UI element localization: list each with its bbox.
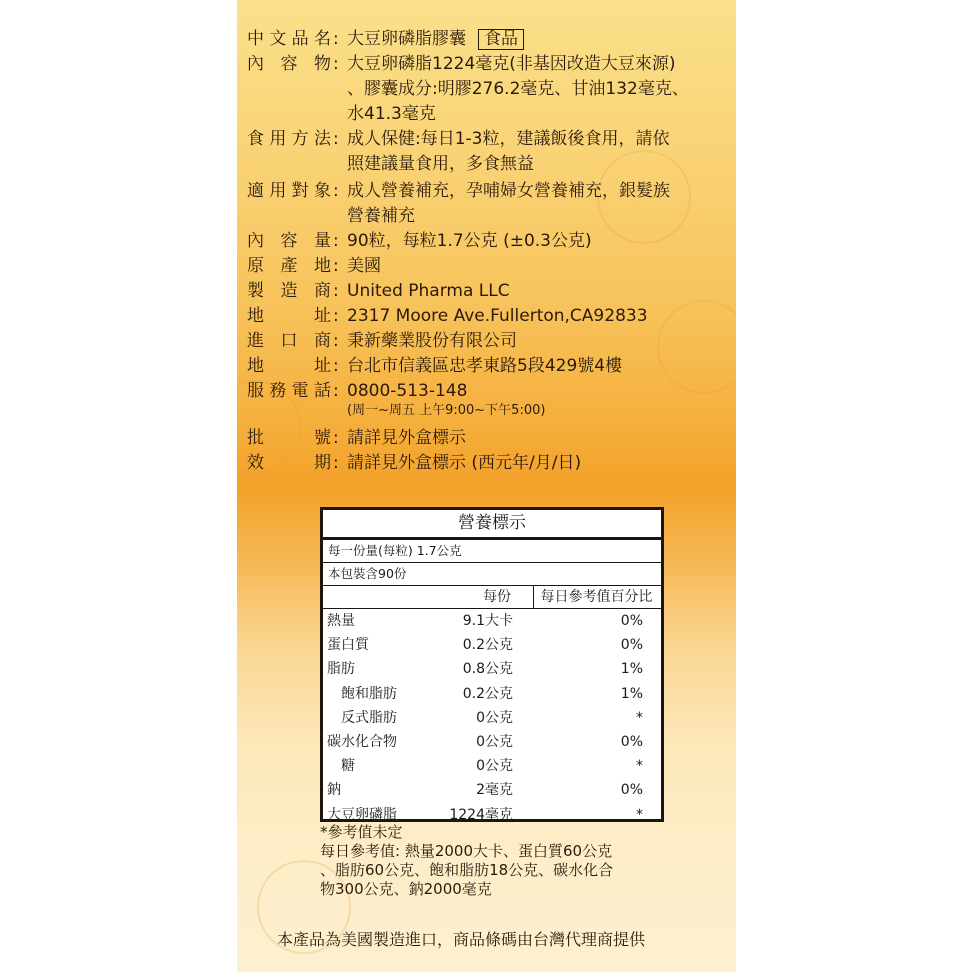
nutrient-amount: 0.8公克 xyxy=(462,661,513,678)
usage-line: 照建議量食用，多食無益 xyxy=(347,154,534,174)
address-value: 2317 Moore Ave.Fullerton,CA92833 xyxy=(347,306,648,326)
nutrient-name: 鈉 xyxy=(327,782,341,799)
nutrient-amount: 0公克 xyxy=(476,733,513,750)
nutrient-dv: 0% xyxy=(620,782,643,799)
origin-label: 原 產 地 xyxy=(247,256,331,276)
nutrition-header xyxy=(323,586,661,609)
nutrient-name: 熱量 xyxy=(327,613,355,629)
contents-line: 水41.3毫克 xyxy=(347,104,436,124)
table-row xyxy=(323,682,661,706)
maker-value: United Pharma LLC xyxy=(347,281,510,301)
nutrient-amount: 9.1大卡 xyxy=(462,613,513,629)
nutrient-dv: 0% xyxy=(620,733,643,750)
nutrient-name: 碳水化合物 xyxy=(327,733,397,750)
phone-label: 服務電話 xyxy=(247,381,331,401)
note-line: 物300公克、鈉2000毫克 xyxy=(320,880,492,898)
nutrition-table xyxy=(320,507,664,822)
nutrient-name: 脂肪 xyxy=(327,661,355,678)
table-row xyxy=(323,633,661,657)
batch-value: 請詳見外盒標示 xyxy=(347,428,466,448)
net-value: 90粒，每粒1.7公克 (±0.3公克) xyxy=(347,231,592,251)
contents-line: 、膠囊成分:明膠276.2毫克、甘油132毫克、 xyxy=(347,79,689,99)
net-label: 內 容 量 xyxy=(247,231,331,251)
target-line: 營養補充 xyxy=(347,206,415,226)
nutrient-name: 大豆卵磷脂 xyxy=(327,806,397,823)
table-row xyxy=(323,706,661,730)
nutrient-name: 糖 xyxy=(341,758,355,775)
table-row xyxy=(323,657,661,681)
target-line: 成人營養補充，孕哺婦女營養補充，銀髮族 xyxy=(347,181,670,201)
nutrient-amount: 0.2公克 xyxy=(462,637,513,654)
table-row xyxy=(323,730,661,754)
table-row xyxy=(323,609,661,633)
nutrient-name: 蛋白質 xyxy=(327,637,369,654)
importer-address-value: 台北市信義區忠孝東路5段429號4樓 xyxy=(347,356,623,376)
contents-label: 內 容 物 xyxy=(247,54,331,74)
maker-label: 製 造 商 xyxy=(247,281,331,301)
nutrient-amount: 0.2公克 xyxy=(462,685,513,702)
nutrient-dv: * xyxy=(636,709,643,726)
phone-hours: (周一~周五 上午9:00~下午5:00) xyxy=(347,403,546,418)
nutrient-dv: 0% xyxy=(620,613,643,629)
serving-size: 每一份量(每粒) 1.7公克 xyxy=(323,540,661,563)
note-line: 每日參考值: 熱量2000大卡、蛋白質60公克 xyxy=(320,842,613,860)
nutrient-amount: 0公克 xyxy=(476,758,513,775)
usage-line: 成人保健:每日1-3粒，建議飯後食用，請依 xyxy=(347,129,670,149)
importer-label: 進 口 商 xyxy=(247,331,331,351)
product-name: 大豆卵磷脂膠囊 xyxy=(347,29,466,49)
importer-value: 秉新藥業股份有限公司 xyxy=(347,331,517,351)
daily-value-header: 每日參考值百分比 xyxy=(533,586,659,608)
swirl-decoration xyxy=(657,300,736,394)
batch-label: 批 號 xyxy=(247,428,331,448)
table-row xyxy=(323,778,661,802)
nutrition-title: 營養標示 xyxy=(323,510,661,540)
expiry-label: 效 期 xyxy=(247,453,331,473)
expiry-value: 請詳見外盒標示 (西元年/月/日) xyxy=(347,453,582,473)
nutrient-amount: 1224毫克 xyxy=(449,806,513,823)
note-line: *參考值未定 xyxy=(320,823,403,841)
nutrient-dv: 1% xyxy=(620,661,643,678)
phone-value: 0800-513-148 xyxy=(347,381,468,401)
servings-per-pack: 本包裝含90份 xyxy=(323,563,661,586)
product-name-label: 中文品名 xyxy=(247,29,331,49)
nutrient-dv: 0% xyxy=(620,637,643,654)
origin-value: 美國 xyxy=(347,256,381,276)
nutrient-name: 反式脂肪 xyxy=(341,709,397,726)
nutrient-amount: 2毫克 xyxy=(476,782,513,799)
nutrient-amount: 0公克 xyxy=(476,709,513,726)
nutrient-dv: * xyxy=(636,758,643,775)
food-tag: 食品 xyxy=(478,29,524,50)
usage-label: 食用方法 xyxy=(247,129,331,149)
label-panel: 中文品名 : 大豆卵磷脂膠囊 食品 內 容 物 : 大豆卵磷脂1224毫克(非基因改造大豆來源) 、膠囊成分:明膠276.2毫克、甘油132毫克、 水41.3毫克 食用方法 : 成人保健:每日1-3粒，建議飯後食用，請依 照建議量食用，多食無益 適用對象 : 成人營養補充，孕哺婦女營養補充，銀髮族 營養補充 內 容 量 : 90粒，每粒1.7公克 (±0.3公克) 原 產 地 : 美國 製 造 商 : United Pharma LLC 地 址 : 2317 Moore Ave.Fullerton,CA92833 進 口 商 : 秉新藥業股份有限公司 地 址 : 台北市信義區忠孝東路5段429號4樓 服務電話 : 0800-513-148 (周一~周五 上午9:00~下午5:00) 批 號 : 請詳見外盒標示 效 期 : 請詳見外盒標示 (西元年/月/日) 營養標示 每一份量(每粒) 1.7公克 本包裝含90份 每份 每日參考值百分比 熱量 9.1大卡 0% 蛋白質 0.2公克 0% 脂肪 0.8公克 1% 飽和脂肪 0.2公克 1% 反式脂肪 0公克 * 碳水化合物 0公克 0% 糖 0公克 * 鈉 2毫克 0% 大豆卵磷脂 1224毫克 * *參考值未定 每日參考值: 熱量2000大卡、蛋白質60公克 、脂肪60公克、飽和脂肪18公克、碳水化合 物300公克、鈉2000毫克 本產品為美國製造進口，商品條碼由台灣代理商提供 xyxy=(237,0,736,972)
nutrient-dv: 1% xyxy=(620,685,643,702)
table-row xyxy=(323,754,661,778)
nutrient-name: 飽和脂肪 xyxy=(341,685,397,702)
note-line: 、脂肪60公克、飽和脂肪18公克、碳水化合 xyxy=(320,861,614,879)
footer-note: 本產品為美國製造進口，商品條碼由台灣代理商提供 xyxy=(277,930,646,949)
nutrient-dv: * xyxy=(636,806,643,823)
target-label: 適用對象 xyxy=(247,181,331,201)
per-serving-header: 每份 xyxy=(483,589,511,605)
address-label: 地 址 xyxy=(247,306,331,326)
contents-line: 大豆卵磷脂1224毫克(非基因改造大豆來源) xyxy=(347,54,676,74)
importer-address-label: 地 址 xyxy=(247,356,331,376)
